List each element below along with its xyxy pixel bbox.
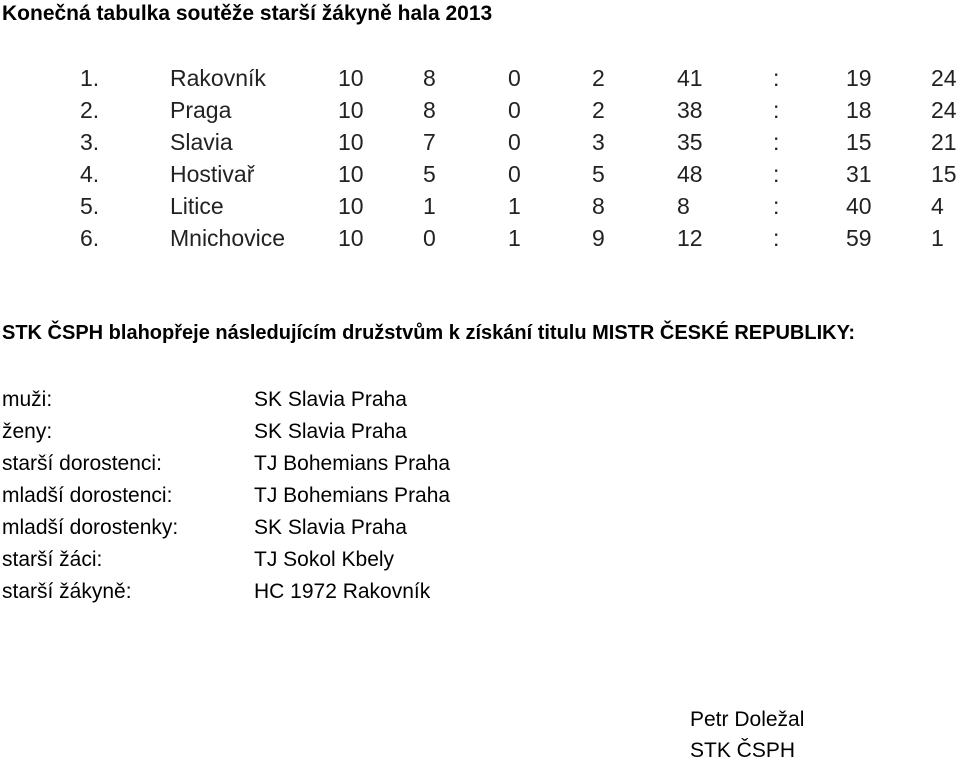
category-label: starší žáci:	[2, 548, 103, 571]
champion-team: SK Slavia Praha	[254, 420, 407, 443]
team-cell: Hostivař	[170, 161, 255, 187]
played-cell: 10	[338, 65, 364, 91]
lost-cell: 9	[592, 225, 605, 251]
score-separator: :	[773, 65, 780, 91]
points-cell: 15	[931, 161, 957, 187]
goals-against-cell: 19	[846, 65, 872, 91]
goals-against-cell: 18	[846, 97, 872, 123]
team-cell: Mnichovice	[170, 225, 286, 251]
won-cell: 0	[423, 225, 436, 251]
signature-block	[690, 704, 804, 766]
played-cell: 10	[338, 161, 364, 187]
list-item	[0, 384, 959, 416]
champion-team: TJ Bohemians Praha	[254, 484, 451, 507]
standings-table	[0, 62, 959, 254]
list-item	[0, 512, 959, 544]
played-cell: 10	[338, 225, 364, 251]
team-cell: Slavia	[170, 129, 233, 155]
category-label: muži:	[2, 388, 53, 411]
congratulations-heading: STK ČSPH blahopřeje následujícím družstvům k získání titulu MISTR ČESKÉ REPUBLIKY:	[2, 322, 856, 344]
rank-cell: 3.	[80, 129, 100, 155]
lost-cell: 2	[592, 65, 605, 91]
won-cell: 8	[423, 65, 436, 91]
score-separator: :	[773, 129, 780, 155]
points-cell: 21	[931, 129, 957, 155]
champion-team: SK Slavia Praha	[254, 388, 407, 411]
played-cell: 10	[338, 129, 364, 155]
played-cell: 10	[338, 97, 364, 123]
drawn-cell: 0	[508, 129, 521, 155]
goals-against-cell: 40	[846, 193, 872, 219]
score-separator: :	[773, 161, 780, 187]
champion-team: TJ Bohemians Praha	[254, 452, 451, 475]
list-item	[0, 544, 959, 576]
champion-team: TJ Sokol Kbely	[254, 548, 395, 571]
lost-cell: 2	[592, 97, 605, 123]
rank-cell: 6.	[80, 225, 100, 251]
team-cell: Praga	[170, 97, 232, 123]
drawn-cell: 0	[508, 97, 521, 123]
points-cell: 24	[931, 65, 957, 91]
score-separator: :	[773, 97, 780, 123]
goals-against-cell: 59	[846, 225, 872, 251]
goals-for-cell: 12	[677, 225, 703, 251]
lost-cell: 8	[592, 193, 605, 219]
goals-for-cell: 41	[677, 65, 703, 91]
won-cell: 7	[423, 129, 436, 155]
lost-cell: 5	[592, 161, 605, 187]
champion-team: HC 1972 Rakovník	[254, 580, 431, 603]
won-cell: 8	[423, 97, 436, 123]
rank-cell: 4.	[80, 161, 100, 187]
won-cell: 1	[423, 193, 436, 219]
goals-for-cell: 48	[677, 161, 703, 187]
goals-for-cell: 35	[677, 129, 703, 155]
played-cell: 10	[338, 193, 364, 219]
rank-cell: 1.	[80, 65, 100, 91]
team-cell: Litice	[170, 193, 224, 219]
table-row	[0, 126, 959, 158]
goals-against-cell: 31	[846, 161, 872, 187]
drawn-cell: 0	[508, 65, 521, 91]
signature-name: Petr Doležal	[690, 708, 805, 731]
score-separator: :	[773, 225, 780, 251]
table-row	[0, 190, 959, 222]
drawn-cell: 1	[508, 193, 521, 219]
category-label: ženy:	[2, 420, 53, 443]
team-cell: Rakovník	[170, 65, 266, 91]
table-row	[0, 94, 959, 126]
category-label: starší žákyně:	[2, 580, 132, 603]
rank-cell: 5.	[80, 193, 100, 219]
drawn-cell: 1	[508, 225, 521, 251]
category-label: mladší dorostenky:	[2, 516, 179, 539]
champion-team: SK Slavia Praha	[254, 516, 407, 539]
page-title: Konečná tabulka soutěže starší žákyně hala 2013	[2, 2, 493, 25]
list-item	[0, 448, 959, 480]
table-row	[0, 62, 959, 94]
points-cell: 4	[931, 193, 944, 219]
signature-organization: STK ČSPH	[690, 739, 796, 762]
score-separator: :	[773, 193, 780, 219]
lost-cell: 3	[592, 129, 605, 155]
list-item	[0, 480, 959, 512]
table-row	[0, 158, 959, 190]
drawn-cell: 0	[508, 161, 521, 187]
rank-cell: 2.	[80, 97, 100, 123]
category-label: starší dorostenci:	[2, 452, 162, 475]
table-row	[0, 222, 959, 254]
list-item	[0, 576, 959, 608]
champions-list	[0, 384, 959, 608]
goals-against-cell: 15	[846, 129, 872, 155]
points-cell: 24	[931, 97, 957, 123]
won-cell: 5	[423, 161, 436, 187]
category-label: mladší dorostenci:	[2, 484, 173, 507]
goals-for-cell: 8	[677, 193, 690, 219]
points-cell: 1	[931, 225, 944, 251]
goals-for-cell: 38	[677, 97, 703, 123]
list-item	[0, 416, 959, 448]
